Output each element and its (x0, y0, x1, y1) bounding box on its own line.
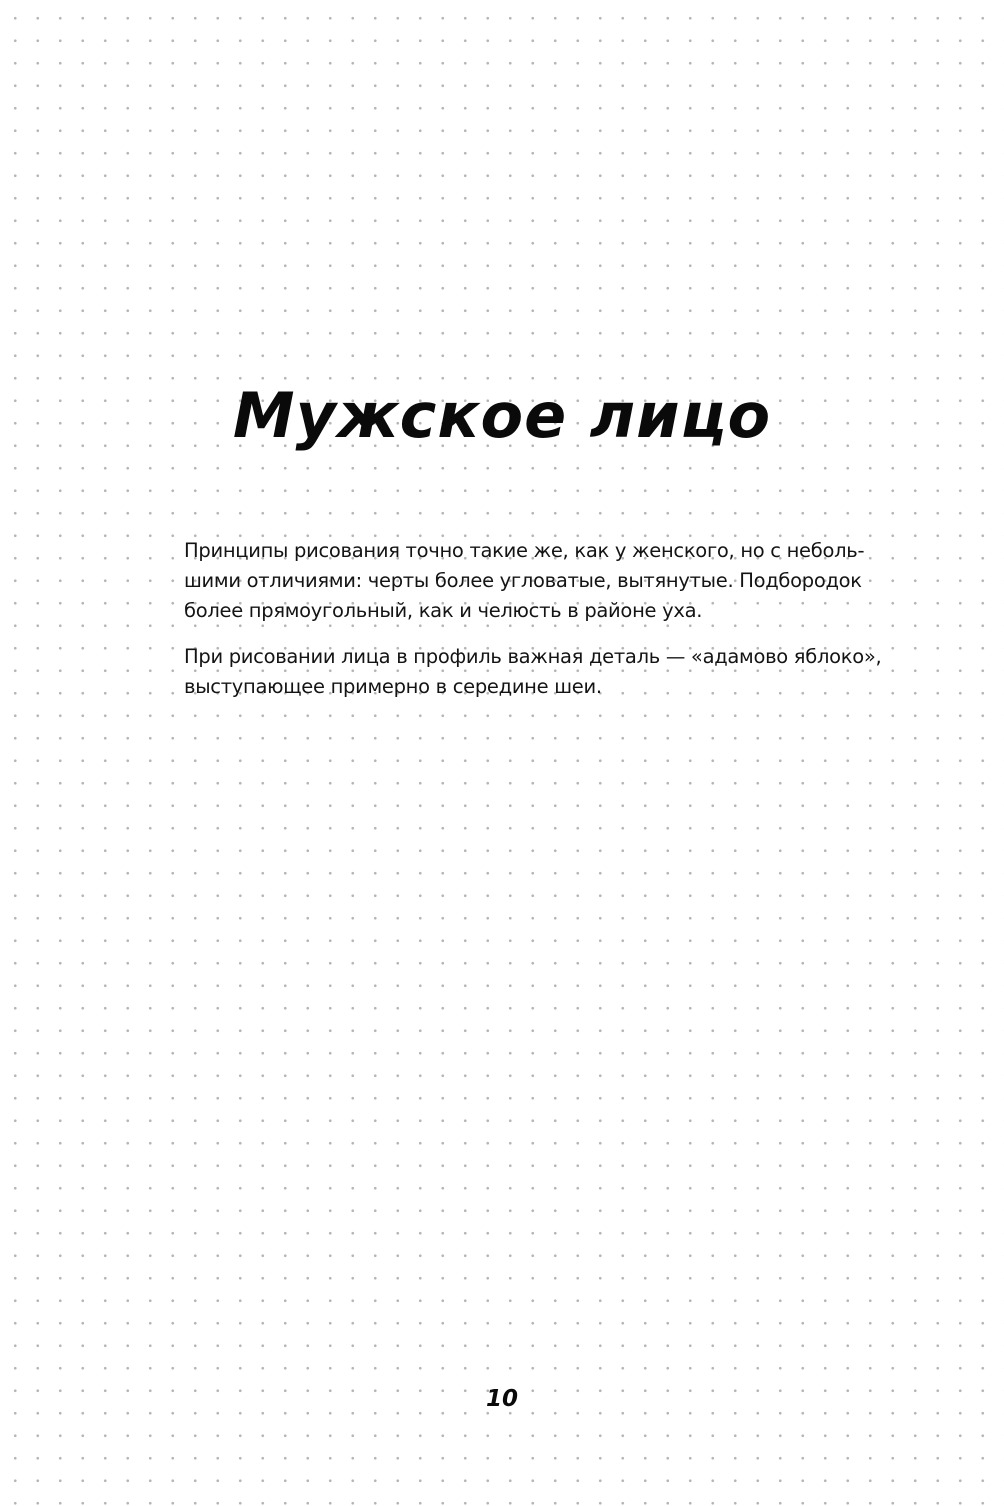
paragraph-1 (184, 536, 874, 626)
paragraph-line: При рисовании лица в профиль важная деталь — «адамово яблоко», (184, 645, 882, 668)
paragraph-2 (184, 642, 882, 702)
paragraph-line: выступающее примерно в середине шеи. (184, 675, 602, 698)
page-number: 10 (485, 1386, 518, 1412)
paragraph-line: более прямоугольный, как и челюсть в районе уха. (184, 599, 703, 622)
paragraph-line: шими отличиями: черты более угловатые, вытянутые. Подбородок (184, 569, 862, 592)
paragraph-line: Принципы рисования точно такие же, как у женского, но с неболь- (184, 539, 865, 562)
body-text (184, 536, 882, 718)
page-title: Мужское лицо (232, 379, 772, 452)
